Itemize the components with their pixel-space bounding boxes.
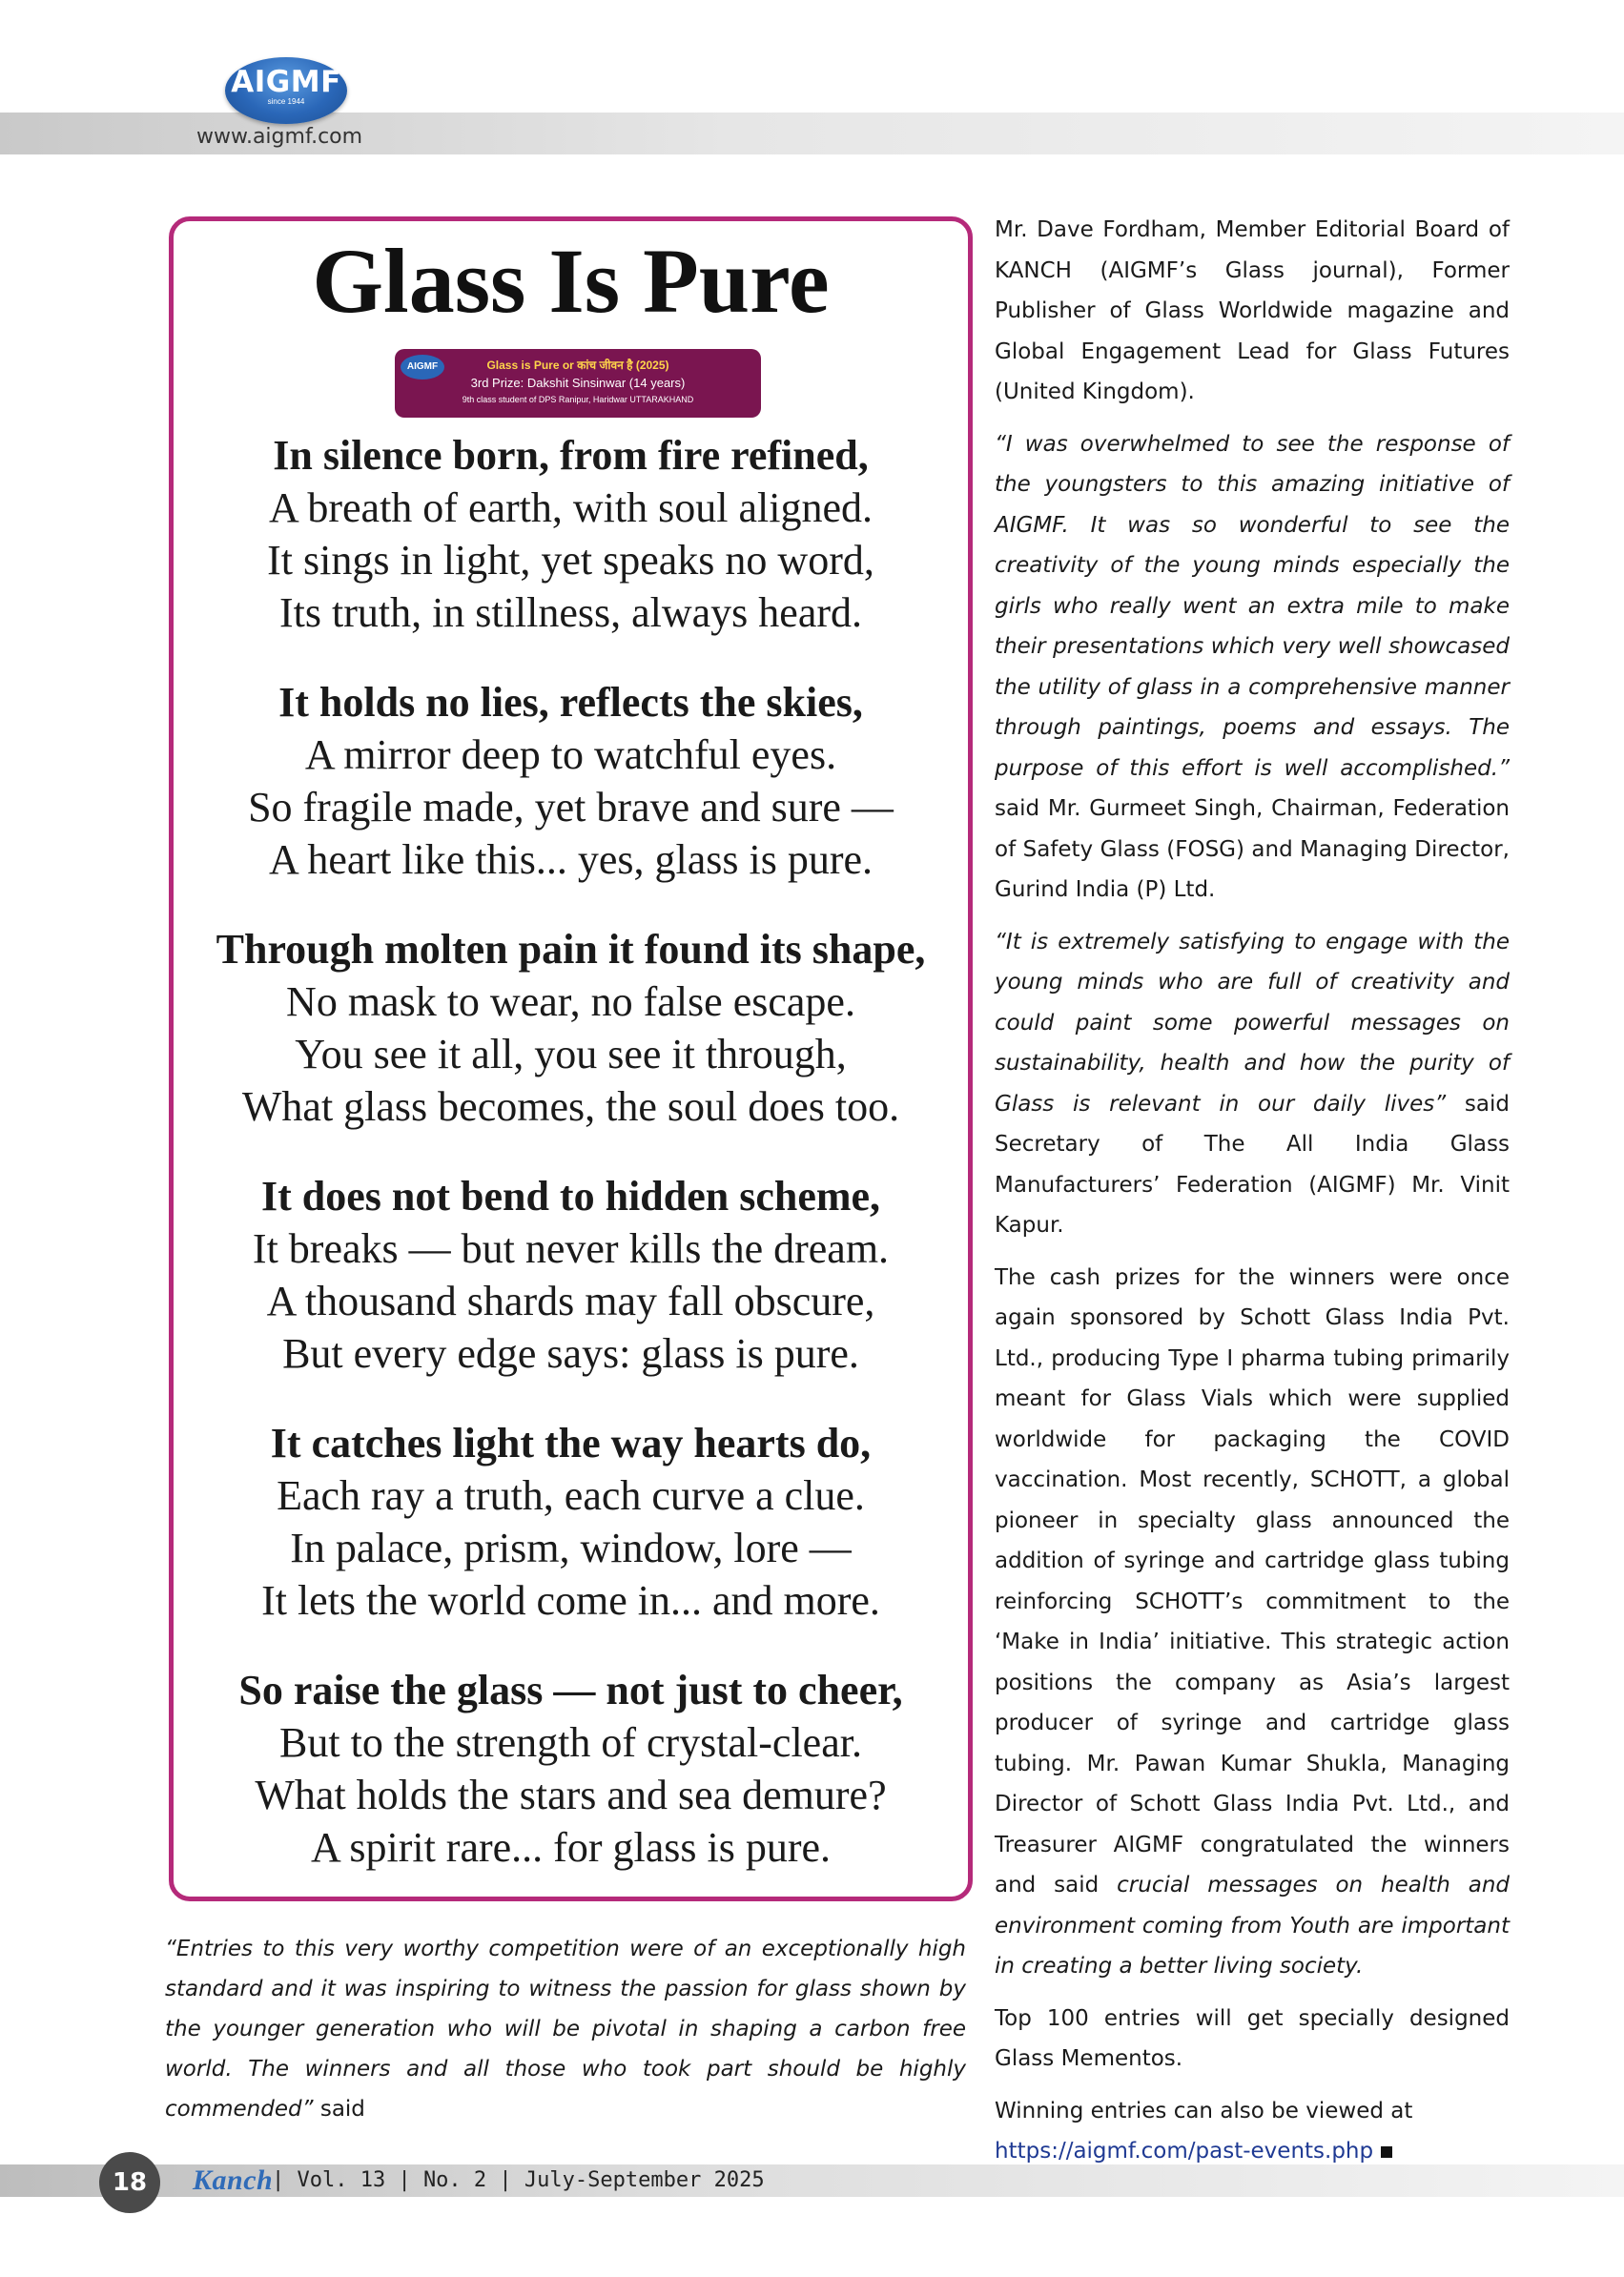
aigmf-logo[interactable] <box>225 57 347 124</box>
stanza-line: It holds no lies, reflects the skies, <box>278 679 863 726</box>
winning-entries-text: Winning entries can also be viewed at <box>995 2098 1413 2123</box>
stanza-line: In palace, prism, window, lore — <box>290 1525 852 1571</box>
badge-student: 9th class student of DPS Ranipur, Haridwar UTTARAKHAND <box>462 395 694 404</box>
past-events-link[interactable]: https://aigmf.com/past-events.php <box>995 2139 1374 2164</box>
article-column <box>995 210 1510 2184</box>
paragraph-mementos: Top 100 entries will get specially designed Glass Mementos. <box>995 2005 1510 2071</box>
logo-since: since 1944 <box>267 97 305 106</box>
stanza-line: No mask to wear, no false escape. <box>286 978 855 1025</box>
stanza-line: A breath of earth, with soul aligned. <box>269 484 873 531</box>
stanza-line: A thousand shards may fall obscure, <box>266 1278 875 1324</box>
prize-badge <box>395 349 761 418</box>
stanza-line: It lets the world come in... and more. <box>261 1577 880 1624</box>
paragraph-gurmeet-quote <box>995 424 1510 911</box>
paragraph-kapur-quote <box>995 922 1510 1246</box>
page-number: 18 <box>99 2152 160 2213</box>
stanza-line: But to the strength of crystal-clear. <box>279 1719 862 1766</box>
quote-italic: “I was overwhelmed to see the response of the youngsters to this amazing initiative of AIGMF. It was so wonderful to see the creativity of the young minds especially the girls who really went an extra mile to make their presentations which very well showcased the utility of glass in a comprehensive manner through paintings, poems and essays. The purpose of this effort is well accomplished.” <box>995 431 1510 781</box>
quote-attribution: said <box>313 2097 365 2122</box>
end-of-article-icon <box>1381 2146 1392 2158</box>
stanza-line: You see it all, you see it through, <box>295 1031 847 1077</box>
stanza-line: Through molten pain it found its shape, <box>216 926 926 973</box>
paragraph-winning-entries <box>995 2091 1510 2172</box>
quote-attribution: said Mr. Gurmeet Singh, Chairman, Federation of Safety Glass (FOSG) and Managing Director, Gurind India (P) Ltd. <box>995 796 1510 902</box>
stanza-line: A mirror deep to watchful eyes. <box>304 731 837 778</box>
stanza-5 <box>174 1417 968 1627</box>
stanza-6 <box>174 1664 968 1874</box>
issue-info: | Vol. 13 | No. 2 | July-September 2025 <box>272 2168 765 2192</box>
quote-italic: “It is extremely satisfying to engage with the young minds who are full of creativity and could paint some powerful messages on sustainability, health and how the purity of Glass is relevant in our daily lives” <box>995 929 1510 1117</box>
kanch-logo: Kanch <box>193 2164 274 2196</box>
stanza-line: Its truth, in stillness, always heard. <box>278 589 862 636</box>
stanza-line: What glass becomes, the soul does too. <box>241 1083 900 1130</box>
stanza-line: A spirit rare... for glass is pure. <box>311 1824 831 1871</box>
stanza-line: It breaks — but never kills the dream. <box>252 1225 890 1272</box>
stanza-line: So fragile made, yet brave and sure — <box>248 784 894 831</box>
stanza-1 <box>174 429 968 639</box>
stanza-3 <box>174 923 968 1133</box>
site-url[interactable]: www.aigmf.com <box>196 125 363 149</box>
quote-attribution: said Secretary of The All India Glass Manufacturers’ Federation (AIGMF) Mr. Vinit Kapur. <box>995 1091 1510 1238</box>
badge-logo: AIGMF <box>401 355 444 380</box>
stanza-line: But every edge says: glass is pure. <box>282 1330 859 1377</box>
schott-text: The cash prizes for the winners were once again sponsored by Schott Glass India Pvt. Ltd., producing Type I pharma tubing primarily meant for Glass Vials which were supplied worldwide for packaging the COVID vaccination. Most recently, SCHOTT, a global pioneer in specialty glass announced the addition of syringe and cartridge glass tubing reinforcing SCHOTT’s commitment to the ‘Make in India’ initiative. This strategic action positions the company as Asia’s largest producer of syringe and cartridge glass tubing. Mr. Pawan Kumar Shukla, Managing Director of Schott Glass India Pvt. Ltd., and Treasurer AIGMF congratulated the winners and said <box>995 1264 1510 1898</box>
paragraph-fordham-credit: Mr. Dave Fordham, Member Editorial Board of KANCH (AIGMF’s Glass journal), Former Publisher of Glass Worldwide magazine and Global Engagement Lead for Glass Futures (United Kingdom). <box>995 217 1510 404</box>
poem-box <box>169 216 973 1901</box>
quote-italic: “Entries to this very worthy competition were of an exceptionally high standard and it was inspiring to witness the passion for glass shown by the younger generation who will be pivotal in shaping a carbon free world. The winners and all those who took part should be highly commended” <box>165 1937 966 2122</box>
stanza-line: So raise the glass — not just to cheer, <box>238 1667 903 1713</box>
logo-text: AIGMF <box>231 65 341 99</box>
schott-quote-italic: crucial messages on health and environment coming from Youth are important in creating a better living society. <box>995 1873 1510 1979</box>
stanza-2 <box>174 676 968 886</box>
fordham-quote <box>165 1929 966 2129</box>
stanza-line: Each ray a truth, each curve a clue. <box>277 1472 865 1519</box>
stanza-line: A heart like this... yes, glass is pure. <box>268 836 873 883</box>
stanza-line: It does not bend to hidden scheme, <box>260 1173 881 1220</box>
stanza-line: It catches light the way hearts do, <box>270 1420 872 1467</box>
stanza-line: It sings in light, yet speaks no word, <box>267 537 874 584</box>
badge-prize: 3rd Prize: Dakshit Sinsinwar (14 years) <box>470 376 686 390</box>
stanza-4 <box>174 1170 968 1380</box>
stanza-line: In silence born, from fire refined, <box>273 432 869 479</box>
badge-competition: Glass is Pure or कांच जीवन है (2025) <box>486 359 669 372</box>
paragraph-schott <box>995 1258 1510 1987</box>
stanza-line: What holds the stars and sea demure? <box>255 1772 887 1818</box>
poem-title: Glass Is Pure <box>312 230 830 332</box>
